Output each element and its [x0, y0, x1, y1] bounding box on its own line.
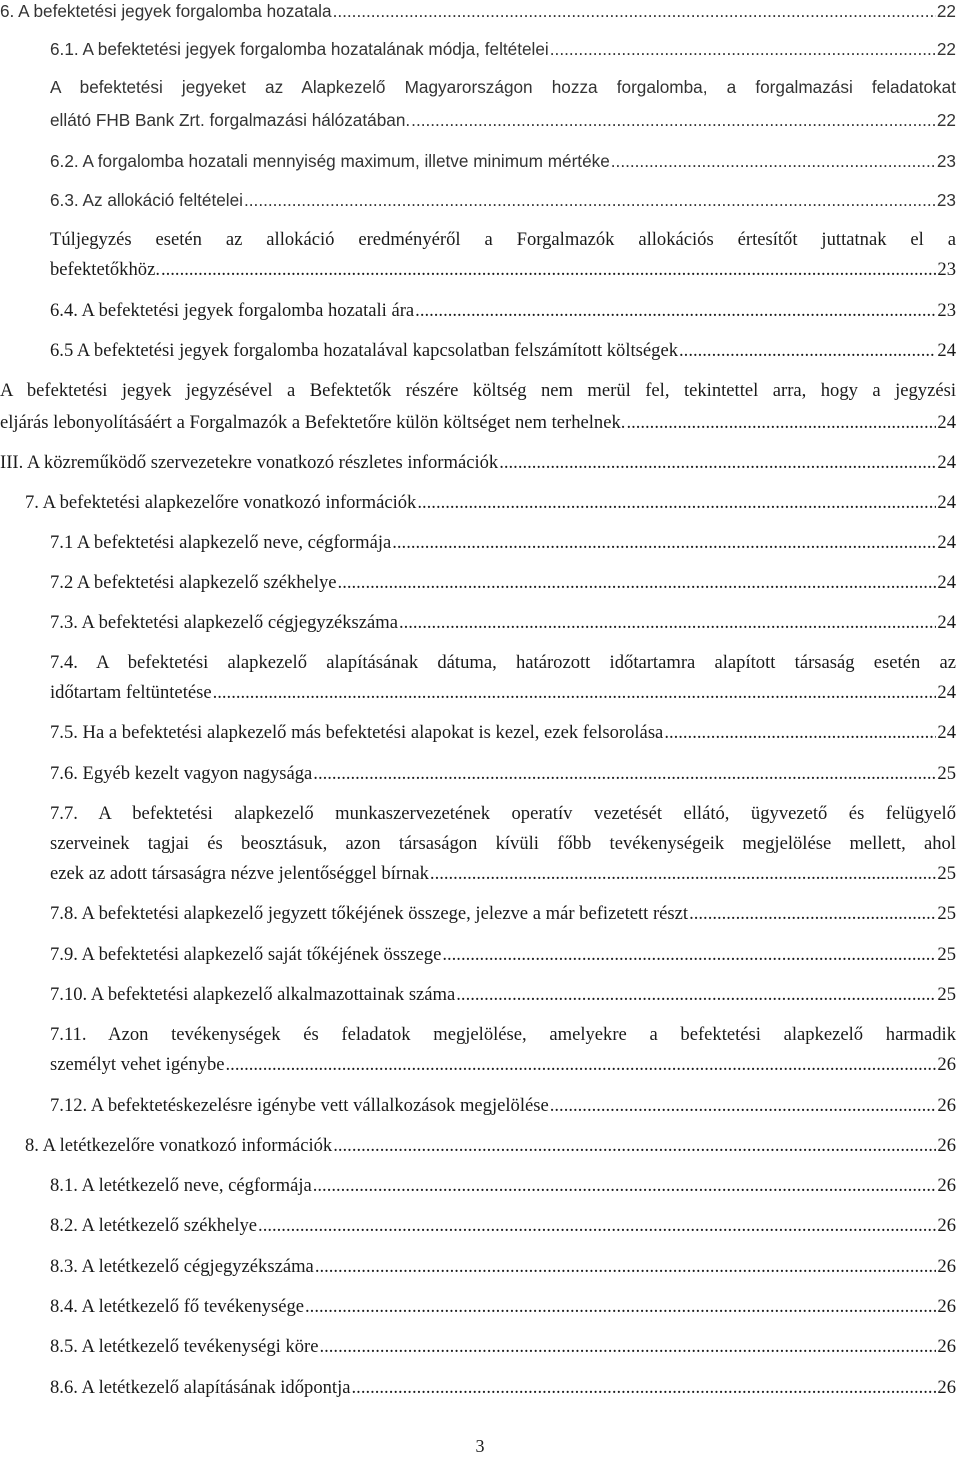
toc-leader-dots: [430, 863, 936, 885]
toc-page-number: 24: [937, 532, 956, 553]
toc-entry-title: 8.2. A letétkezelő székhelye: [50, 1215, 258, 1236]
toc-entry[interactable]: [50, 259, 956, 281]
toc-entry[interactable]: [0, 0, 956, 22]
toc-entry[interactable]: [50, 612, 956, 634]
toc-entry-title: 7.5. Ha a befektetési alapkezelő más befektetési alapokat is kezel, ezek felsorolása: [50, 722, 664, 743]
toc-leader-dots: [611, 150, 936, 172]
toc-page-number: 24: [937, 572, 956, 593]
toc-page-number: 23: [936, 151, 956, 171]
toc-page-number: 24: [937, 682, 956, 703]
toc-page-number: 26: [937, 1336, 956, 1357]
toc-page-number: 24: [937, 492, 956, 513]
toc-entry-title: 8.3. A letétkezelő cégjegyzékszáma: [50, 1256, 314, 1277]
toc-entry-title: ellátó FHB Bank Zrt. forgalmazási hálózatában.: [50, 110, 411, 130]
toc-leader-dots: [319, 1336, 936, 1358]
toc-entry-title: 6.3. Az allokáció feltételei: [50, 190, 243, 210]
toc-page-number: 24: [937, 340, 956, 361]
toc-page-number: 25: [937, 763, 956, 784]
toc-entry-title: személyt vehet igénybe: [50, 1054, 225, 1075]
toc-page-number: 24: [937, 612, 956, 633]
toc-entry[interactable]: [50, 1377, 956, 1399]
toc-leader-dots: [417, 492, 936, 514]
toc-page-number: 23: [936, 190, 956, 210]
toc-entry-line[interactable]: Túljegyzés esetén az allokáció eredményéről a Forgalmazók allokációs értesítőt juttatnak el a: [50, 229, 956, 250]
toc-entry-title: 8.5. A letétkezelő tevékenységi köre: [50, 1336, 319, 1357]
toc-entry-line[interactable]: 7.7. A befektetési alapkezelő munkaszervezetének operatív vezetését ellátó, ügyvezető és felügyelő: [50, 803, 956, 824]
toc-entry[interactable]: [50, 1256, 956, 1278]
toc-entry-line[interactable]: 7.4. A befektetési alapkezelő alapításának dátuma, határozott időtartamra alapított társaság esetén az: [50, 652, 956, 673]
toc-page-number: 26: [937, 1135, 956, 1156]
toc-entry-title: 7.9. A befektetési alapkezelő saját tőkéjének összege: [50, 944, 442, 965]
toc-page-number: 24: [937, 722, 956, 743]
toc-entry[interactable]: [0, 412, 956, 434]
toc-page-number: 24: [937, 452, 956, 473]
toc-entry-title: 7.1 A befektetési alapkezelő neve, cégformája: [50, 532, 392, 553]
page-number: 3: [475, 1436, 485, 1456]
toc-leader-dots: [338, 572, 937, 594]
toc-entry-title: 6. A befektetési jegyek forgalomba hozatala: [0, 1, 332, 21]
toc-entry-title: 8. A letétkezelőre vonatkozó információk: [25, 1135, 333, 1156]
toc-leader-dots: [626, 412, 936, 434]
toc-leader-dots: [664, 722, 936, 744]
toc-entry[interactable]: [50, 532, 956, 554]
toc-page-number: 22: [936, 39, 956, 59]
toc-entry-title: 7.6. Egyéb kezelt vagyon nagysága: [50, 763, 313, 784]
toc-entry-title: 6.5 A befektetési jegyek forgalomba hozatalával kapcsolatban felszámított költségek: [50, 340, 679, 361]
toc-entry[interactable]: [50, 109, 956, 131]
toc-entry[interactable]: [50, 1054, 956, 1076]
toc-page-number: 26: [937, 1215, 956, 1236]
toc-page-number: 23: [937, 300, 956, 321]
toc-page-number: 22: [936, 110, 956, 130]
toc-leader-dots: [313, 1175, 937, 1197]
toc-entry-title: ezek az adott társaságra nézve jelentőséggel bírnak: [50, 863, 429, 884]
toc-entry[interactable]: [50, 340, 956, 362]
toc-page-number: 26: [937, 1377, 956, 1398]
toc-leader-dots: [550, 1095, 937, 1117]
toc-entry[interactable]: [50, 984, 956, 1006]
toc-entry-title: 7.3. A befektetési alapkezelő cégjegyzékszáma: [50, 612, 398, 633]
toc-entry[interactable]: [50, 903, 956, 925]
toc-entry[interactable]: [25, 1135, 956, 1157]
toc-entry[interactable]: [50, 572, 956, 594]
toc-page-number: 24: [937, 412, 956, 433]
toc-leader-dots: [442, 944, 936, 966]
toc-entry[interactable]: [50, 944, 956, 966]
toc-leader-dots: [415, 300, 936, 322]
toc-entry-title: 8.1. A letétkezelő neve, cégformája: [50, 1175, 312, 1196]
toc-entry-title: 6.2. A forgalomba hozatali mennyiség maximum, illetve minimum mértéke: [50, 151, 610, 171]
toc-entry-title: eljárás lebonyolításáért a Forgalmazók a Befektetőre külön költséget nem terhelnek.: [0, 412, 626, 433]
toc-entry-title: 7.2 A befektetési alapkezelő székhelye: [50, 572, 337, 593]
toc-entry-title: befektetőkhöz.: [50, 259, 160, 280]
toc-entry[interactable]: [50, 1175, 956, 1197]
toc-leader-dots: [333, 0, 936, 22]
toc-page-number: 26: [937, 1175, 956, 1196]
toc-entry-title: III. A közreműködő szervezetekre vonatkozó részletes információk: [0, 452, 499, 473]
toc-entry[interactable]: [25, 492, 956, 514]
toc-entry-title: 6.1. A befektetési jegyek forgalomba hozatalának módja, feltételei: [50, 39, 549, 59]
toc-entry-title: 6.4. A befektetési jegyek forgalomba hozatali ára: [50, 300, 415, 321]
toc-entry-title: 7. A befektetési alapkezelőre vonatkozó információk: [25, 492, 417, 513]
toc-entry-title: 8.4. A letétkezelő fő tevékenysége: [50, 1296, 305, 1317]
toc-entry[interactable]: [50, 1215, 956, 1237]
toc-entry-line[interactable]: A befektetési jegyek jegyzésével a Befektetők részére költség nem merül fel, tekintettel arra, hogy a jegyzési: [0, 380, 956, 401]
toc-page-number: 22: [936, 1, 956, 21]
toc-entry[interactable]: [50, 1095, 956, 1117]
toc-entry[interactable]: [0, 452, 956, 474]
toc-entry[interactable]: [50, 150, 956, 172]
toc-page-number: 23: [937, 259, 956, 280]
toc-entry[interactable]: [50, 300, 956, 322]
toc-entry[interactable]: [50, 189, 956, 211]
toc-leader-dots: [399, 612, 936, 634]
toc-entry[interactable]: [50, 1296, 956, 1318]
toc-entry-title: 7.10. A befektetési alapkezelő alkalmazottainak száma: [50, 984, 456, 1005]
toc-entry[interactable]: [50, 38, 956, 60]
toc-leader-dots: [213, 682, 937, 704]
toc-entry[interactable]: [50, 763, 956, 785]
toc-leader-dots: [499, 452, 936, 474]
toc-entry-line[interactable]: szerveinek tagjai és beosztásuk, azon társaságon kívüli főbb tevékenységeik megjelölése mellett, ahol: [50, 833, 956, 854]
toc-page-number: 26: [937, 1095, 956, 1116]
toc-entry[interactable]: [50, 682, 956, 704]
toc-page-number: 25: [937, 863, 956, 884]
toc-leader-dots: [161, 259, 936, 281]
toc-page-number: 25: [937, 984, 956, 1005]
toc-entry[interactable]: [50, 863, 956, 885]
toc-page-number: 26: [937, 1296, 956, 1317]
toc-leader-dots: [305, 1296, 936, 1318]
toc-leader-dots: [244, 189, 936, 211]
toc-entry-title: 7.8. A befektetési alapkezelő jegyzett tőkéjének összege, jelezve a már befizetett részt: [50, 903, 689, 924]
toc-page-number: 26: [937, 1256, 956, 1277]
toc-leader-dots: [333, 1135, 936, 1157]
toc-entry[interactable]: [50, 1336, 956, 1358]
toc-entry[interactable]: [50, 722, 956, 744]
toc-entry-title: 7.12. A befektetéskezelésre igénybe vett vállalkozások megjelölése: [50, 1095, 549, 1116]
toc-leader-dots: [226, 1054, 937, 1076]
toc-page-number: 25: [937, 944, 956, 965]
toc-leader-dots: [258, 1215, 936, 1237]
toc-entry-line[interactable]: A befektetési jegyeket az Alapkezelő Magyarországon hozza forgalomba, a forgalmazási feladatokat: [50, 77, 956, 97]
toc-entry-line[interactable]: 7.11. Azon tevékenységek és feladatok megjelölése, amelyekre a befektetési alapkezelő harmadik: [50, 1024, 956, 1045]
toc-leader-dots: [456, 984, 936, 1006]
toc-leader-dots: [352, 1377, 937, 1399]
toc-page-number: 25: [937, 903, 956, 924]
toc-page-number: 26: [937, 1054, 956, 1075]
toc-leader-dots: [315, 1256, 937, 1278]
toc-leader-dots: [392, 532, 936, 554]
toc-leader-dots: [679, 340, 936, 362]
toc-leader-dots: [411, 109, 936, 131]
toc-entry-title: időtartam feltüntetése: [50, 682, 212, 703]
toc-leader-dots: [550, 38, 936, 60]
toc-leader-dots: [689, 903, 936, 925]
toc-entry-title: 8.6. A letétkezelő alapításának időpontja: [50, 1377, 351, 1398]
toc-leader-dots: [313, 763, 936, 785]
